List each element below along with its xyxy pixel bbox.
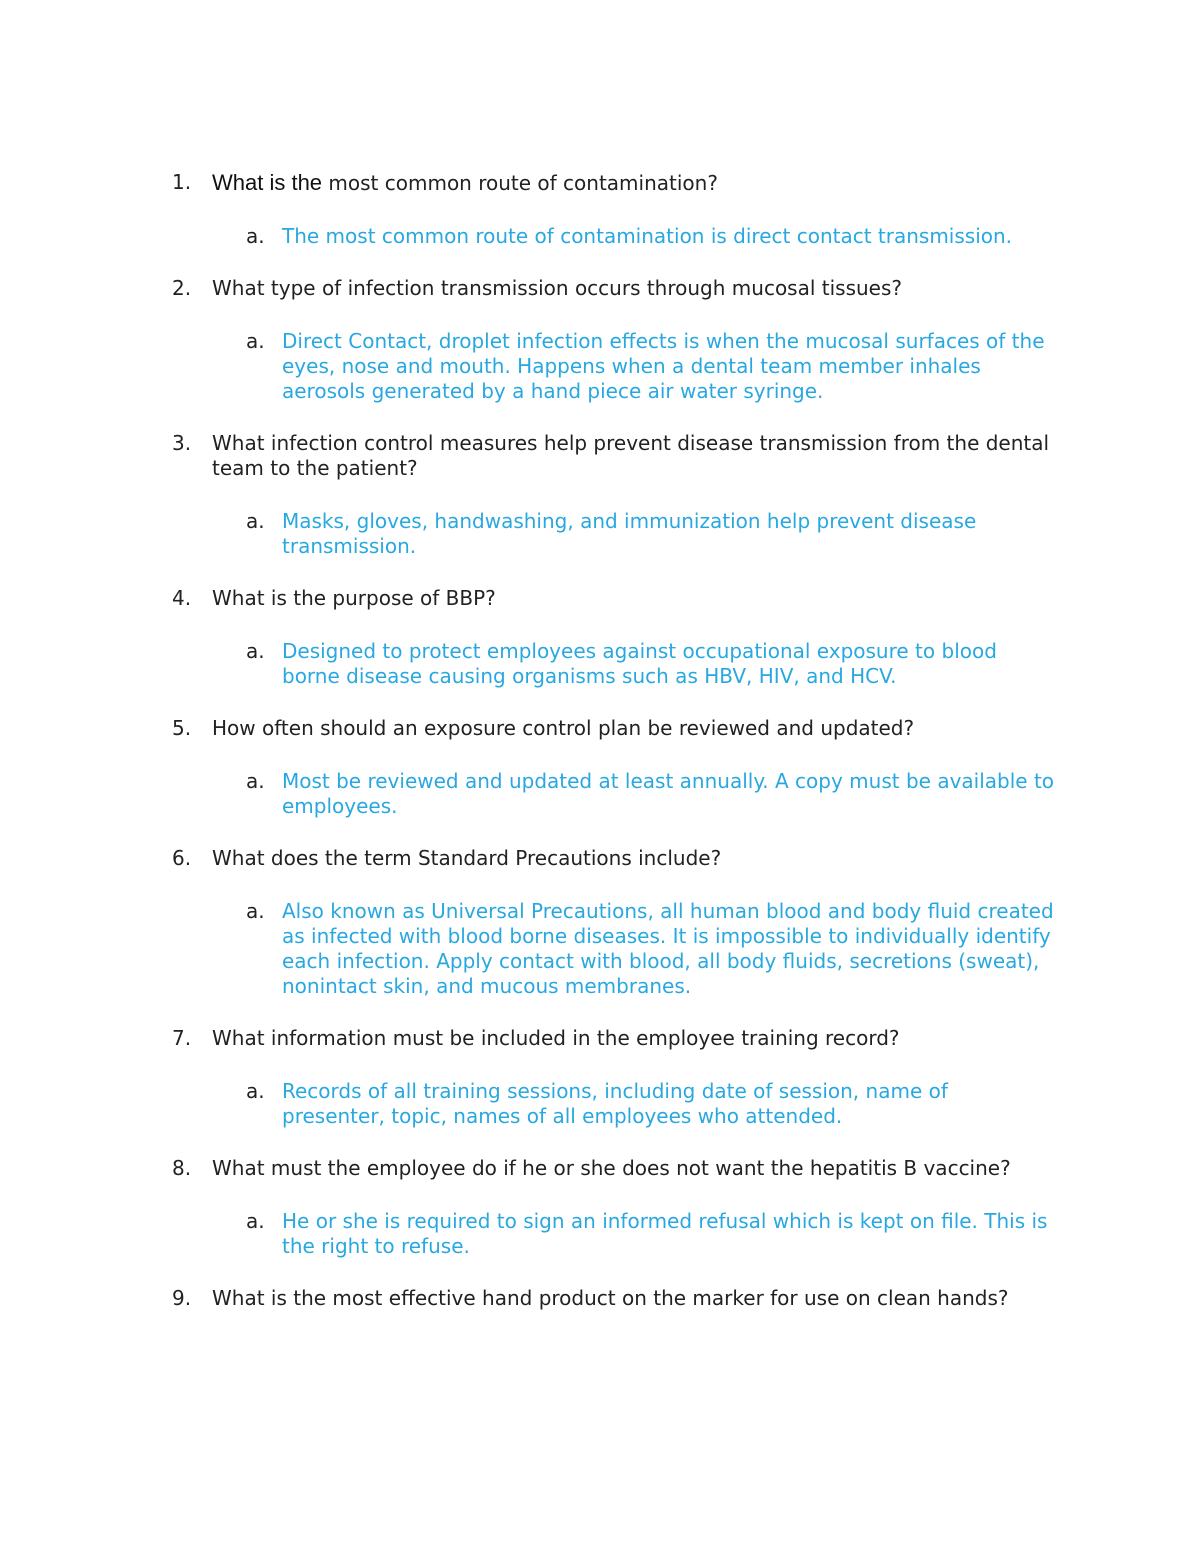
- answer-letter: a.: [246, 1209, 265, 1233]
- question-text: What does the term Standard Precautions include?: [212, 846, 722, 870]
- question-number: 1.: [172, 170, 192, 194]
- answer-text: Also known as Universal Precautions, all human blood and body fluid created as infected with blood borne diseases. It is impossible to individually identify each infection. Apply contact with blood, all body fluids, secretions (sweat), nonintact skin, and mucous membranes.: [282, 899, 1054, 998]
- answer-text: Masks, gloves, handwashing, and immunization help prevent disease transmission.: [282, 509, 977, 558]
- question-number: 6.: [172, 846, 192, 870]
- answer-letter: a.: [246, 224, 265, 248]
- answer-text: The most common route of contamination is direct contact transmission.: [282, 224, 1013, 248]
- question-text: What information must be included in the employee training record?: [212, 1026, 900, 1050]
- question-list: [172, 170, 1072, 1338]
- question-item: [172, 1156, 1072, 1259]
- answer-item: [246, 224, 1072, 249]
- answer-item: [246, 899, 1072, 999]
- answer-text: Direct Contact, droplet infection effects is when the mucosal surfaces of the eyes, nose and mouth. Happens when a dental team member inhales aerosols generated by a hand piece air water syringe.: [282, 329, 1045, 403]
- answer-text: Designed to protect employees against occupational exposure to blood borne disease causing organisms such as HBV, HIV, and HCV.: [282, 639, 997, 688]
- question-number: 9.: [172, 1286, 192, 1310]
- question-text: What is the purpose of BBP?: [212, 586, 496, 610]
- question-text: What must the employee do if he or she does not want the hepatitis B vaccine?: [212, 1156, 1011, 1180]
- answer-letter: a.: [246, 769, 265, 793]
- answer-item: [246, 509, 1072, 559]
- question-body: most common route of contamination?: [322, 171, 718, 195]
- question-number: 2.: [172, 276, 192, 300]
- question-number: 3.: [172, 431, 192, 455]
- question-item: [172, 1286, 1072, 1311]
- question-item: [172, 716, 1072, 819]
- answer-item: [246, 769, 1072, 819]
- answer-letter: a.: [246, 329, 265, 353]
- question-number: 4.: [172, 586, 192, 610]
- answer-item: [246, 329, 1072, 404]
- answer-letter: a.: [246, 509, 265, 533]
- question-text: What type of infection transmission occurs through mucosal tissues?: [212, 276, 903, 300]
- question-text: What is the most effective hand product on the marker for use on clean hands?: [212, 1286, 1009, 1310]
- answer-item: [246, 639, 1072, 689]
- question-text: What infection control measures help prevent disease transmission from the dental team to the patient?: [212, 431, 1050, 480]
- question-item: [172, 276, 1072, 404]
- question-item: [172, 1026, 1072, 1129]
- answer-text: Records of all training sessions, including date of session, name of presenter, topic, names of all employees who attended.: [282, 1079, 948, 1128]
- answer-text: Most be reviewed and updated at least annually. A copy must be available to employees.: [282, 769, 1055, 818]
- question-lead: What is the: [212, 170, 323, 195]
- answer-letter: a.: [246, 1079, 265, 1103]
- question-number: 8.: [172, 1156, 192, 1180]
- question-text: [212, 170, 1057, 196]
- answer-letter: a.: [246, 639, 265, 663]
- answer-text: He or she is required to sign an informed refusal which is kept on file. This is the right to refuse.: [282, 1209, 1048, 1258]
- answer-item: [246, 1079, 1072, 1129]
- question-item: [172, 586, 1072, 689]
- answer-item: [246, 1209, 1072, 1259]
- question-number: 5.: [172, 716, 192, 740]
- question-number: 7.: [172, 1026, 192, 1050]
- question-item: [172, 846, 1072, 999]
- question-item: [172, 170, 1072, 249]
- answer-letter: a.: [246, 899, 265, 923]
- question-text: How often should an exposure control plan be reviewed and updated?: [212, 716, 915, 740]
- question-item: [172, 431, 1072, 559]
